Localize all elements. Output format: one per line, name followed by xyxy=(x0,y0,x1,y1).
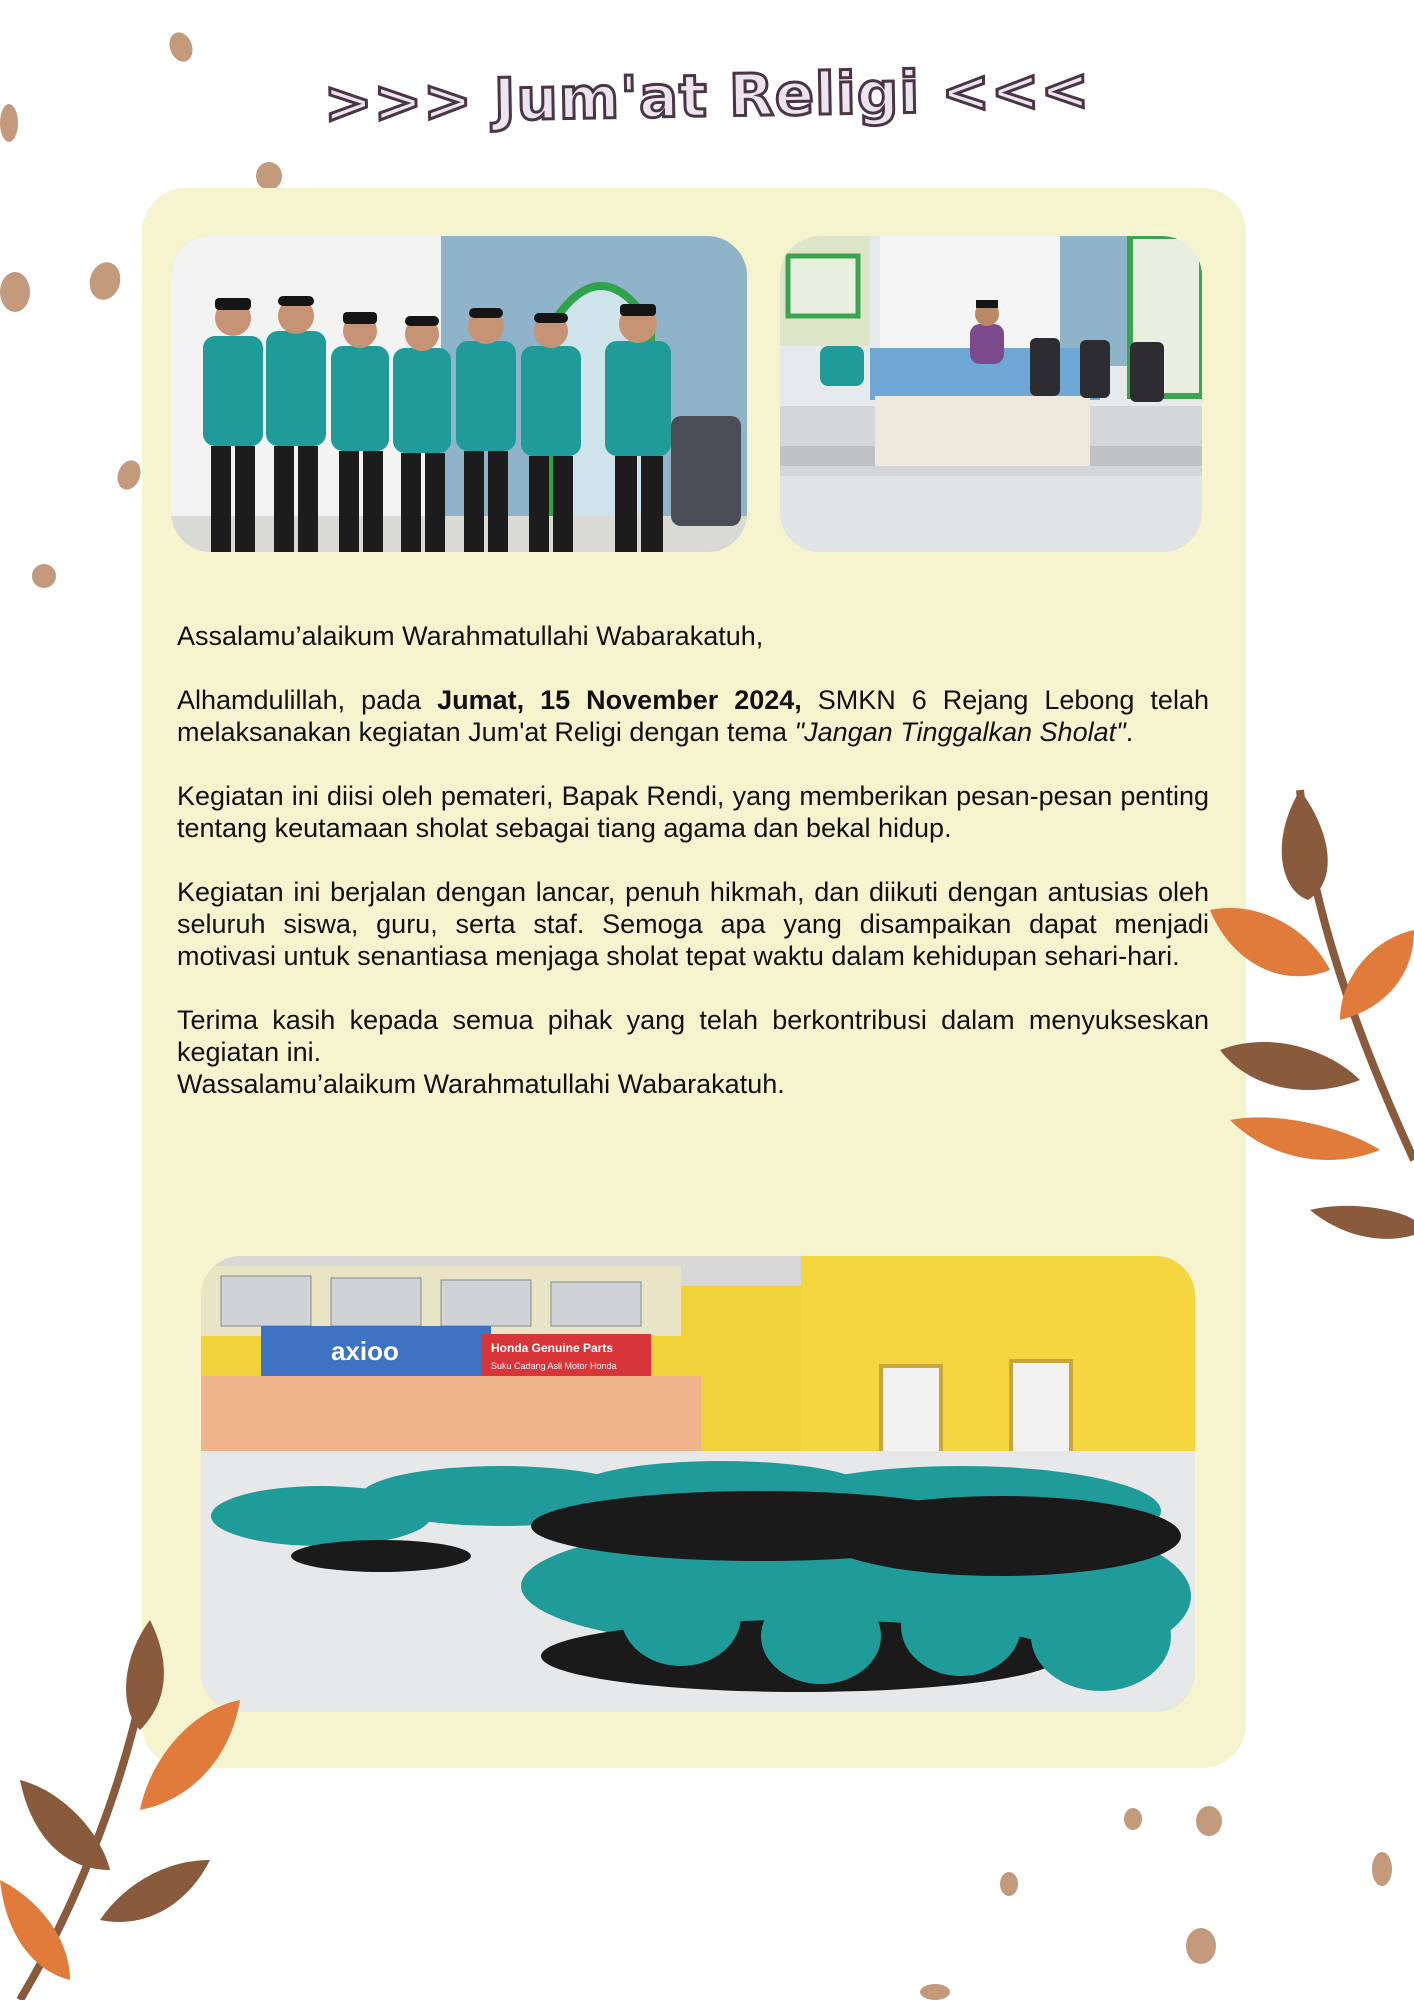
paragraph-speaker: Kegiatan ini diisi oleh pemateri, Bapak Rendi, yang memberikan pesan-pesan penting tentang keutamaan sholat sebagai tiang agama dan bekal hidup. xyxy=(177,781,1209,843)
article-body xyxy=(177,620,1209,1100)
photo-speaker-stage xyxy=(780,236,1202,552)
decor-dot xyxy=(32,564,56,588)
page-title: >>> Jum'at Religi <<< xyxy=(323,55,1091,137)
paragraph-summary: Kegiatan ini berjalan dengan lancar, penuh hikmah, dan diikuti dengan antusias oleh seluruh siswa, guru, serta staf. Semoga apa yang disampaikan dapat menjadi motivasi untuk senantiasa menjaga sholat tepat waktu dalam kehidupan sehari-hari. xyxy=(177,877,1209,971)
decor-dot xyxy=(86,259,125,303)
decor-dot xyxy=(256,162,282,190)
decor-dot xyxy=(0,272,30,312)
greeting-text: Assalamu’alaikum Warahmatullahi Wabarakatuh, xyxy=(177,621,764,651)
banner-honda-subtitle: Suku Cadang Asli Motor Honda xyxy=(491,1361,617,1371)
leaf-branch-left-decoration xyxy=(0,1620,260,2000)
decor-dot xyxy=(1196,1806,1222,1836)
event-theme: "Jangan Tinggalkan Sholat" xyxy=(794,717,1126,747)
decor-dot xyxy=(1372,1852,1392,1886)
banner-honda-title: Honda Genuine Parts xyxy=(491,1341,614,1355)
closing-text: Wassalamu’alaikum Warahmatullahi Wabarakatuh. xyxy=(177,1069,785,1099)
photo-students-performing xyxy=(171,236,747,552)
leaf-branch-right-decoration xyxy=(1200,780,1414,1250)
paragraph-intro: Alhamdulillah, pada Jumat, 15 November 2024, SMKN 6 Rejang Lebong telah melaksanakan kegiatan Jum'at Religi dengan tema "Jangan Tinggalkan Sholat". xyxy=(177,685,1209,747)
photo-audience-hall xyxy=(201,1256,1195,1712)
decor-dot xyxy=(114,457,145,493)
paragraph-thanks: Terima kasih kepada semua pihak yang telah berkontribusi dalam menyukseskan kegiatan ini. xyxy=(177,1005,1209,1067)
decor-dot xyxy=(920,1984,950,2000)
decor-dot xyxy=(1124,1808,1142,1830)
banner-axioo: axioo xyxy=(331,1336,399,1366)
decor-dot xyxy=(166,29,197,65)
event-date: Jumat, 15 November 2024, xyxy=(437,685,802,715)
decor-dot xyxy=(1000,1872,1018,1896)
decor-dot xyxy=(1186,1928,1216,1964)
